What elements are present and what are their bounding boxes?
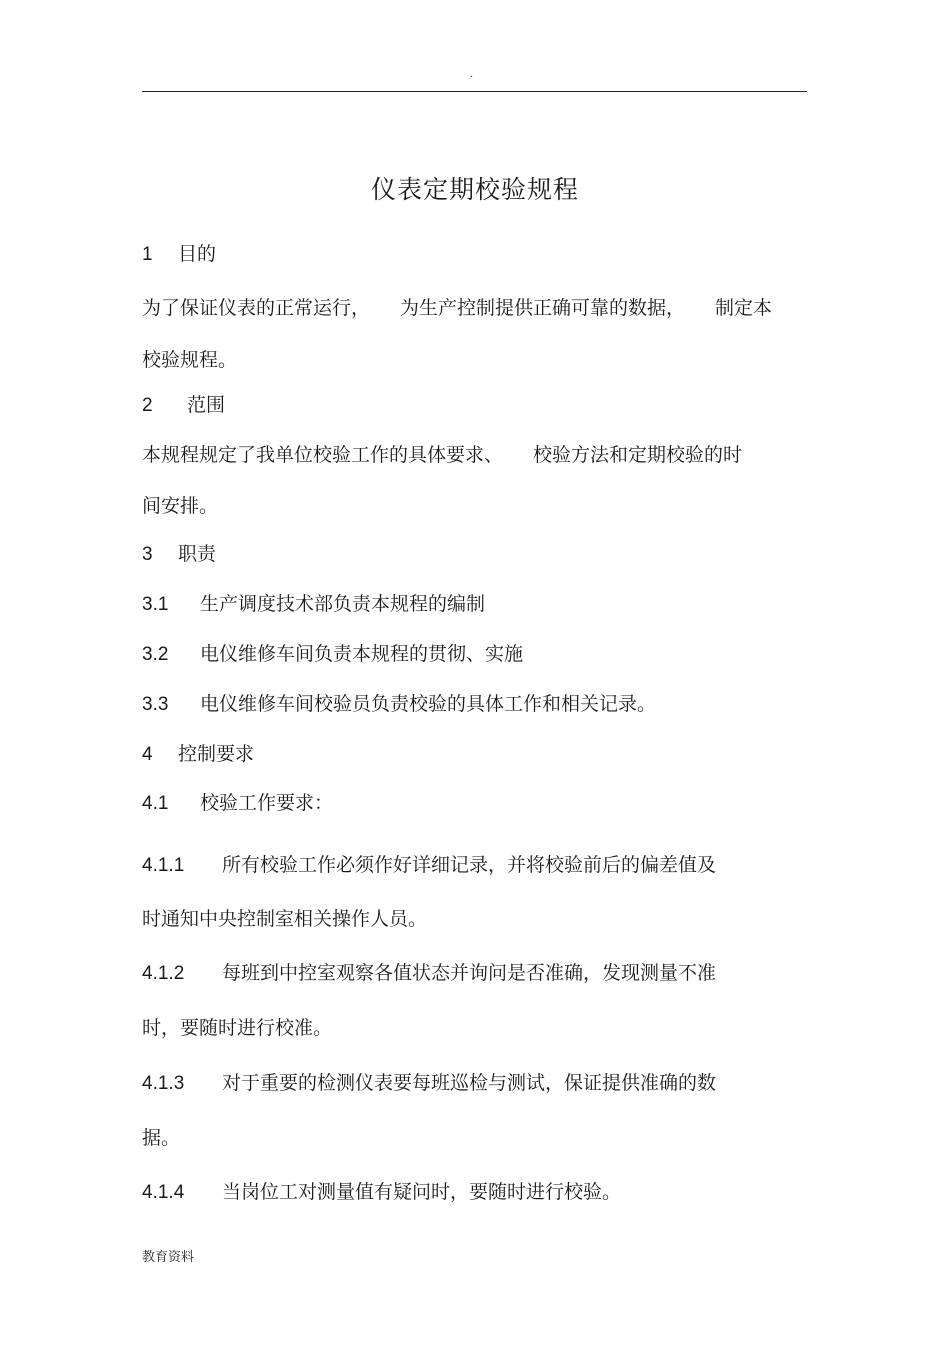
clause-text: 对于重要的检测仪表要每班巡检与测试，保证提供准确的数	[222, 1072, 717, 1094]
section-number: 2	[142, 395, 153, 416]
clause-4-1-2	[142, 958, 716, 989]
clause-number: 3.2	[142, 644, 169, 665]
section-title: 范围	[187, 394, 226, 416]
footer-label: 教育资料	[142, 1250, 195, 1265]
header-dot: .	[470, 69, 474, 80]
clause-3-1	[142, 589, 485, 620]
clause-number: 3.3	[142, 694, 169, 715]
section-2-heading	[142, 390, 225, 421]
paragraph-scope-line-1	[142, 440, 742, 470]
section-3-heading	[142, 539, 216, 570]
section-number: 3	[142, 544, 153, 565]
section-number: 4	[142, 744, 153, 765]
clause-text: 生产调度技术部负责本规程的编制	[200, 593, 486, 615]
paragraph-purpose-line-1	[142, 293, 772, 323]
document-title: 仪表定期校验规程	[370, 175, 579, 204]
clause-number: 4.1.4	[142, 1182, 185, 1203]
clause-3-2	[142, 639, 523, 670]
clause-4-1	[142, 788, 333, 819]
text-segment: 为了保证仪表的正常运行，	[142, 297, 371, 319]
paragraph-scope-line-2: 间安排。	[142, 495, 219, 517]
clause-text: 电仪维修车间校验员负责校验的具体工作和相关记录。	[200, 693, 657, 715]
section-1-heading	[142, 239, 216, 270]
clause-text: 所有校验工作必须作好详细记录，并将校验前后的偏差值及	[222, 854, 717, 876]
text-segment: 校验方法和定期校验的时	[533, 444, 743, 466]
clause-number: 3.1	[142, 594, 169, 615]
clause-3-3	[142, 689, 656, 720]
clause-text: 电仪维修车间负责本规程的贯彻、实施	[200, 643, 524, 665]
section-title: 职责	[178, 543, 217, 565]
clause-4-1-3-continued: 据。	[142, 1127, 181, 1149]
header-rule	[142, 91, 807, 92]
clause-text: 当岗位工对测量值有疑问时，要随时进行校验。	[222, 1181, 622, 1203]
clause-4-1-3	[142, 1068, 716, 1099]
clause-4-1-4	[142, 1177, 621, 1208]
section-title: 控制要求	[178, 743, 255, 765]
clause-number: 4.1	[142, 793, 169, 814]
clause-number: 4.1.3	[142, 1073, 185, 1094]
clause-4-1-1-continued: 时通知中央控制室相关操作人员。	[142, 908, 428, 930]
clause-4-1-1	[142, 850, 716, 881]
clause-text: 每班到中控室观察各值状态并询问是否准确，发现测量不准	[222, 962, 717, 984]
text-segment: 制定本	[715, 297, 773, 319]
clause-number: 4.1.2	[142, 963, 185, 984]
text-segment: 为生产控制提供正确可靠的数据，	[400, 297, 686, 319]
clause-4-1-2-continued: 时，要随时进行校准。	[142, 1017, 333, 1039]
section-number: 1	[142, 244, 153, 265]
clause-text: 校验工作要求：	[200, 792, 334, 814]
paragraph-purpose-line-2: 校验规程。	[142, 349, 238, 371]
section-title: 目的	[178, 243, 217, 265]
text-segment: 本规程规定了我单位校验工作的具体要求、	[142, 444, 504, 466]
section-4-heading	[142, 739, 254, 770]
clause-number: 4.1.1	[142, 855, 185, 876]
